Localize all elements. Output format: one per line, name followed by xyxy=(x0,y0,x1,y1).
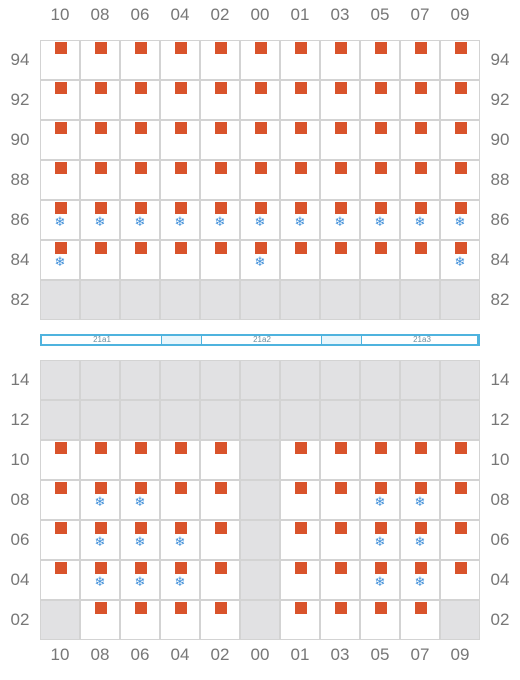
container-box-icon xyxy=(135,122,147,134)
top-column-label: 09 xyxy=(450,5,470,24)
bottom_block-row-label-right: 08 xyxy=(490,490,510,509)
container-box-icon xyxy=(55,162,67,174)
container-box-icon xyxy=(95,242,107,254)
top-column-label: 05 xyxy=(370,5,390,24)
container-box-icon xyxy=(375,162,387,174)
bottom_block-row-label-right: 06 xyxy=(490,530,510,549)
container-box-icon xyxy=(135,82,147,94)
container-box-icon xyxy=(135,442,147,454)
container-box-icon xyxy=(175,522,187,534)
slot-cell[interactable] xyxy=(240,560,280,600)
top-column-label: 06 xyxy=(130,5,150,24)
top_block-row-label-left: 82 xyxy=(10,290,30,309)
snowflake-icon: ❄ xyxy=(94,215,106,230)
section-label: 21a2 xyxy=(253,335,271,344)
bottom-column-label: 04 xyxy=(170,645,190,664)
container-box-icon xyxy=(335,482,347,494)
container-box-icon xyxy=(95,202,107,214)
bottom_block-row-label-left: 02 xyxy=(10,610,30,629)
container-box-icon xyxy=(95,482,107,494)
snowflake-icon: ❄ xyxy=(134,575,146,590)
container-box-icon xyxy=(55,442,67,454)
top_block-row-label-left: 86 xyxy=(10,210,30,229)
top_block-row-label-left: 94 xyxy=(10,50,30,69)
container-box-icon xyxy=(175,482,187,494)
container-box-icon xyxy=(335,442,347,454)
snowflake-icon: ❄ xyxy=(294,215,306,230)
snowflake-icon: ❄ xyxy=(414,215,426,230)
container-box-icon xyxy=(415,442,427,454)
container-box-icon xyxy=(455,242,467,254)
container-box-icon xyxy=(215,562,227,574)
slot-cell[interactable] xyxy=(440,360,480,400)
slot-cell[interactable] xyxy=(440,280,480,320)
container-box-icon xyxy=(55,202,67,214)
slot-cell[interactable] xyxy=(400,360,440,400)
container-box-icon xyxy=(455,522,467,534)
container-box-icon xyxy=(415,242,427,254)
container-box-icon xyxy=(375,122,387,134)
slot-cell[interactable] xyxy=(160,280,200,320)
container-box-icon xyxy=(215,442,227,454)
container-box-icon xyxy=(375,522,387,534)
section-bar xyxy=(40,334,480,346)
container-box-icon xyxy=(135,42,147,54)
container-box-icon xyxy=(295,522,307,534)
container-box-icon xyxy=(415,202,427,214)
snowflake-icon: ❄ xyxy=(214,215,226,230)
snowflake-icon: ❄ xyxy=(134,535,146,550)
slot-cell[interactable] xyxy=(360,360,400,400)
container-box-icon xyxy=(295,42,307,54)
top_block-row-label-left: 90 xyxy=(10,130,30,149)
top-column-label: 08 xyxy=(90,5,110,24)
bottom-column-label: 06 xyxy=(130,645,150,664)
container-box-icon xyxy=(95,42,107,54)
container-box-icon xyxy=(95,442,107,454)
top_block-row-label-left: 88 xyxy=(10,170,30,189)
container-box-icon xyxy=(135,482,147,494)
container-box-icon xyxy=(95,122,107,134)
snowflake-icon: ❄ xyxy=(254,215,266,230)
slot-cell[interactable] xyxy=(240,400,280,440)
container-box-icon xyxy=(335,562,347,574)
container-box-icon xyxy=(135,202,147,214)
snowflake-icon: ❄ xyxy=(174,575,186,590)
container-box-icon xyxy=(415,82,427,94)
top-column-label: 02 xyxy=(210,5,230,24)
top_block-row-label-right: 88 xyxy=(490,170,510,189)
container-box-icon xyxy=(215,82,227,94)
container-box-icon xyxy=(135,162,147,174)
container-box-icon xyxy=(255,42,267,54)
container-box-icon xyxy=(215,162,227,174)
container-box-icon xyxy=(335,522,347,534)
container-box-icon xyxy=(175,42,187,54)
slot-cell[interactable] xyxy=(80,400,120,440)
container-box-icon xyxy=(95,522,107,534)
container-box-icon xyxy=(335,602,347,614)
slot-cell[interactable] xyxy=(40,600,80,640)
bottom_block-row-label-left: 12 xyxy=(10,410,30,429)
bottom-column-label: 10 xyxy=(50,645,70,664)
bottom-column-label: 02 xyxy=(210,645,230,664)
bottom-column-label: 03 xyxy=(330,645,350,664)
container-box-icon xyxy=(215,242,227,254)
snowflake-icon: ❄ xyxy=(174,215,186,230)
snowflake-icon: ❄ xyxy=(54,255,66,270)
container-box-icon xyxy=(415,162,427,174)
container-box-icon xyxy=(335,162,347,174)
top-column-label: 01 xyxy=(290,5,310,24)
container-box-icon xyxy=(335,242,347,254)
snowflake-icon: ❄ xyxy=(374,495,386,510)
container-box-icon xyxy=(55,562,67,574)
bottom-column-label: 00 xyxy=(250,645,270,664)
slot-cell[interactable] xyxy=(200,280,240,320)
bottom_block-row-label-left: 10 xyxy=(10,450,30,469)
bottom-column-label: 09 xyxy=(450,645,470,664)
top-column-label: 00 xyxy=(250,5,270,24)
container-box-icon xyxy=(375,482,387,494)
container-box-icon xyxy=(415,42,427,54)
container-box-icon xyxy=(215,522,227,534)
top-column-label: 10 xyxy=(50,5,70,24)
bottom_block-row-label-left: 04 xyxy=(10,570,30,589)
slot-cell[interactable] xyxy=(120,400,160,440)
container-box-icon xyxy=(135,562,147,574)
container-box-icon xyxy=(455,162,467,174)
slot-cell[interactable] xyxy=(440,400,480,440)
container-box-icon xyxy=(375,42,387,54)
slot-cell[interactable] xyxy=(400,400,440,440)
container-box-icon xyxy=(135,242,147,254)
container-box-icon xyxy=(135,602,147,614)
top_block-row-label-left: 84 xyxy=(10,250,30,269)
container-box-icon xyxy=(415,602,427,614)
container-box-icon xyxy=(175,122,187,134)
container-box-icon xyxy=(455,562,467,574)
snowflake-icon: ❄ xyxy=(254,255,266,270)
container-box-icon xyxy=(215,482,227,494)
top_block-row-label-left: 92 xyxy=(10,90,30,109)
slot-cell[interactable] xyxy=(160,360,200,400)
slot-cell[interactable] xyxy=(40,280,80,320)
section-label: 21a1 xyxy=(93,335,111,344)
container-box-icon xyxy=(255,162,267,174)
container-box-icon xyxy=(295,82,307,94)
snowflake-icon: ❄ xyxy=(94,495,106,510)
container-box-icon xyxy=(455,82,467,94)
container-box-icon xyxy=(295,122,307,134)
container-box-icon xyxy=(335,82,347,94)
container-box-icon xyxy=(295,562,307,574)
slot-cell[interactable] xyxy=(240,600,280,640)
snowflake-icon: ❄ xyxy=(414,575,426,590)
bottom_block-row-label-left: 08 xyxy=(10,490,30,509)
container-box-icon xyxy=(175,202,187,214)
top-column-label: 03 xyxy=(330,5,350,24)
container-box-icon xyxy=(295,442,307,454)
slot-cell[interactable] xyxy=(240,440,280,480)
container-box-icon xyxy=(375,82,387,94)
top-column-label: 04 xyxy=(170,5,190,24)
container-box-icon xyxy=(455,122,467,134)
container-box-icon xyxy=(55,482,67,494)
snowflake-icon: ❄ xyxy=(94,535,106,550)
container-box-icon xyxy=(455,442,467,454)
slot-cell[interactable] xyxy=(280,400,320,440)
bottom-column-label: 07 xyxy=(410,645,430,664)
container-box-icon xyxy=(55,242,67,254)
container-box-icon xyxy=(375,442,387,454)
container-box-icon xyxy=(55,122,67,134)
snowflake-icon: ❄ xyxy=(374,215,386,230)
container-box-icon xyxy=(55,522,67,534)
container-box-icon xyxy=(375,242,387,254)
slot-cell[interactable] xyxy=(120,360,160,400)
slot-cell[interactable] xyxy=(80,360,120,400)
container-box-icon xyxy=(415,522,427,534)
slot-cell[interactable] xyxy=(40,400,80,440)
container-box-icon xyxy=(55,82,67,94)
container-box-icon xyxy=(335,42,347,54)
container-box-icon xyxy=(135,522,147,534)
container-box-icon xyxy=(215,602,227,614)
container-box-icon xyxy=(455,202,467,214)
snowflake-icon: ❄ xyxy=(134,215,146,230)
bottom_block-row-label-left: 14 xyxy=(10,370,30,389)
slot-cell[interactable] xyxy=(200,360,240,400)
slot-cell[interactable] xyxy=(240,480,280,520)
container-box-icon xyxy=(95,82,107,94)
slot-cell[interactable] xyxy=(280,280,320,320)
slot-cell[interactable] xyxy=(400,280,440,320)
slot-cell[interactable] xyxy=(440,600,480,640)
bottom_block-row-label-left: 06 xyxy=(10,530,30,549)
slot-cell[interactable] xyxy=(40,360,80,400)
slot-cell[interactable] xyxy=(120,280,160,320)
slot-cell[interactable] xyxy=(280,360,320,400)
container-box-icon xyxy=(415,122,427,134)
container-box-icon xyxy=(215,202,227,214)
snowflake-icon: ❄ xyxy=(334,215,346,230)
container-box-icon xyxy=(175,562,187,574)
snowflake-icon: ❄ xyxy=(174,535,186,550)
container-box-icon xyxy=(255,202,267,214)
bottom-column-label: 08 xyxy=(90,645,110,664)
slot-cell[interactable] xyxy=(360,400,400,440)
container-box-icon xyxy=(95,162,107,174)
section-segment xyxy=(162,336,202,344)
slot-cell[interactable] xyxy=(320,400,360,440)
bottom_block-row-label-right: 04 xyxy=(490,570,510,589)
bottom_block-row-label-right: 02 xyxy=(490,610,510,629)
container-box-icon xyxy=(335,202,347,214)
container-box-icon xyxy=(415,562,427,574)
container-box-icon xyxy=(295,482,307,494)
top_block-row-label-right: 86 xyxy=(490,210,510,229)
slot-cell[interactable] xyxy=(240,520,280,560)
container-box-icon xyxy=(455,42,467,54)
bottom_block-row-label-right: 14 xyxy=(490,370,510,389)
container-box-icon xyxy=(95,602,107,614)
container-box-icon xyxy=(95,562,107,574)
slot-cell[interactable] xyxy=(160,400,200,440)
slot-cell[interactable] xyxy=(240,360,280,400)
snowflake-icon: ❄ xyxy=(414,535,426,550)
slot-cell[interactable] xyxy=(360,280,400,320)
bottom-column-label: 01 xyxy=(290,645,310,664)
container-box-icon xyxy=(295,162,307,174)
slot-cell[interactable] xyxy=(320,360,360,400)
snowflake-icon: ❄ xyxy=(374,575,386,590)
section-label: 21a3 xyxy=(413,335,431,344)
bottom-column-label: 05 xyxy=(370,645,390,664)
container-box-icon xyxy=(175,442,187,454)
container-box-icon xyxy=(175,602,187,614)
container-box-icon xyxy=(175,82,187,94)
snowflake-icon: ❄ xyxy=(414,495,426,510)
container-box-icon xyxy=(415,482,427,494)
top_block-row-label-right: 84 xyxy=(490,250,510,269)
slot-cell[interactable] xyxy=(80,280,120,320)
top_block-row-label-right: 90 xyxy=(490,130,510,149)
container-box-icon xyxy=(375,202,387,214)
container-box-icon xyxy=(175,162,187,174)
container-box-icon xyxy=(375,562,387,574)
container-box-icon xyxy=(255,242,267,254)
top_block-row-label-right: 92 xyxy=(490,90,510,109)
bottom_block-row-label-right: 10 xyxy=(490,450,510,469)
container-box-icon xyxy=(55,42,67,54)
section-segment xyxy=(322,336,362,344)
container-box-icon xyxy=(255,122,267,134)
container-box-icon xyxy=(175,242,187,254)
slot-cell[interactable] xyxy=(240,280,280,320)
snowflake-icon: ❄ xyxy=(374,535,386,550)
container-box-icon xyxy=(215,42,227,54)
container-box-icon xyxy=(335,122,347,134)
snowflake-icon: ❄ xyxy=(94,575,106,590)
snowflake-icon: ❄ xyxy=(454,255,466,270)
container-box-icon xyxy=(295,602,307,614)
bottom_block-row-label-right: 12 xyxy=(490,410,510,429)
container-box-icon xyxy=(295,202,307,214)
snowflake-icon: ❄ xyxy=(454,215,466,230)
container-box-icon xyxy=(455,482,467,494)
container-box-icon xyxy=(295,242,307,254)
container-box-icon xyxy=(215,122,227,134)
slot-cell[interactable] xyxy=(320,280,360,320)
top_block-row-label-right: 94 xyxy=(490,50,510,69)
top-column-label: 07 xyxy=(410,5,430,24)
top_block-row-label-right: 82 xyxy=(490,290,510,309)
container-box-icon xyxy=(375,602,387,614)
snowflake-icon: ❄ xyxy=(134,495,146,510)
snowflake-icon: ❄ xyxy=(54,215,66,230)
slot-cell[interactable] xyxy=(200,400,240,440)
container-box-icon xyxy=(255,82,267,94)
